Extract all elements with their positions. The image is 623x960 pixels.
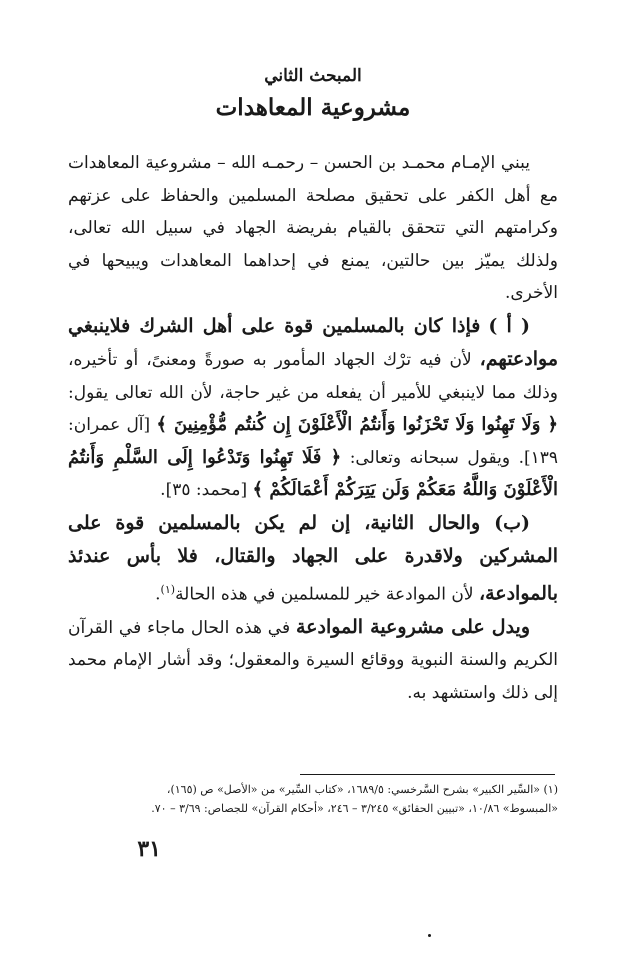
case-b-paragraph — [68, 507, 558, 611]
footnote-line-2: «المبسوط» ١٠/٨٦، «تبيين الحقائق» ٣/٢٤٥ – ٢٤٦، «أحكام القرآن» للجصاص: ٣/٦٩ – ٧٠. — [151, 802, 558, 815]
section-title: مشروعية المعاهدات — [215, 94, 411, 121]
evidence-lead: ويدل على مشروعية الموادعة — [295, 615, 531, 638]
case-a-paragraph — [68, 310, 558, 507]
case-a-transition: ويقول سبحانه وتعالى: — [349, 447, 511, 468]
intro-paragraph: يبني الإمـام محمـد بن الحسن – رحمـه الله – مشروعية المعاهدات مع أهل الكفر على تحقيق مصلحة المسلمين والحفاظ على عزتهم وكرامتهم التي تتحقق بالقيام بفريضة الجهاد في سبيل الله تعالى، ولذلك يميّز بين حالتين، يمنع في إحداهما المعاهدات ويبيحها في الأخرى. — [68, 153, 558, 303]
print-dot — [428, 934, 431, 937]
quran-ref-2: [محمد: ٣٥]. — [160, 480, 248, 500]
document-page — [68, 66, 558, 709]
case-b-end: . — [155, 584, 161, 605]
footnote-marker[interactable]: (١) — [160, 582, 176, 596]
case-b-ruling: (ب) والحال الثانية، إن لم يكن بالمسلمين قوة على المشركين ولاقدرة على الجهاد والقتال، فلا بأس عندئذ بالموادعة، — [68, 511, 558, 605]
quran-verse-1: ﴿ وَلَا تَهِنُوا وَلَا تَحْزَنُوا وَأَنتُمُ الْأَعْلَوْنَ إِن كُنتُم مُّؤْمِنِينَ ﴾ — [156, 414, 559, 435]
case-a-marker: ( أ ) — [488, 314, 530, 337]
page-number: ٣١ — [137, 836, 161, 862]
section-heading: المبحث الثاني — [264, 66, 362, 86]
evidence-paragraph — [68, 611, 558, 710]
evidence-text: في هذه الحال ماجاء في القرآن الكريم والسنة النبوية ووقائع السيرة والمعقول؛ وقد أشار الإمام محمد إلى ذلك واستشهد به. — [68, 617, 558, 703]
footnotes — [68, 780, 558, 818]
quran-verse-2: ﴿ فَلَا تَهِنُوا وَتَدْعُوا إِلَى السَّلْمِ وَأَنتُمُ الْأَعْلَوْنَ وَاللَّهُ مَعَكُمْ وَلَن يَتِرَكُمْ أَعْمَالَكُمْ ﴾ — [68, 446, 558, 500]
footnote-line-1: (١) «السِّير الكبير» بشرح السَّرخسي: ١٦٨٩/٥، «كتاب السِّير» من «الأصل» ص (١٦٥)، — [166, 783, 558, 796]
quran-ref-1: [آل عمران: ١٣٩]. — [68, 415, 559, 468]
case-a-reason: لأن فيه ترْك الجهاد المأمور به صورةً ومعنىً، أو تأخيره، وذلك مما لاينبغي للأمير أن يفعله من غير حاجة، لأن الله تعالى يقول: — [68, 350, 558, 403]
footnote-divider — [300, 774, 555, 775]
case-b-reason: لأن الموادعة خير للمسلمين في هذه الحالة — [175, 584, 474, 605]
case-a-ruling: فإذا كان بالمسلمين قوة على أهل الشرك فلاينبغي موادعتهم، — [68, 314, 558, 370]
